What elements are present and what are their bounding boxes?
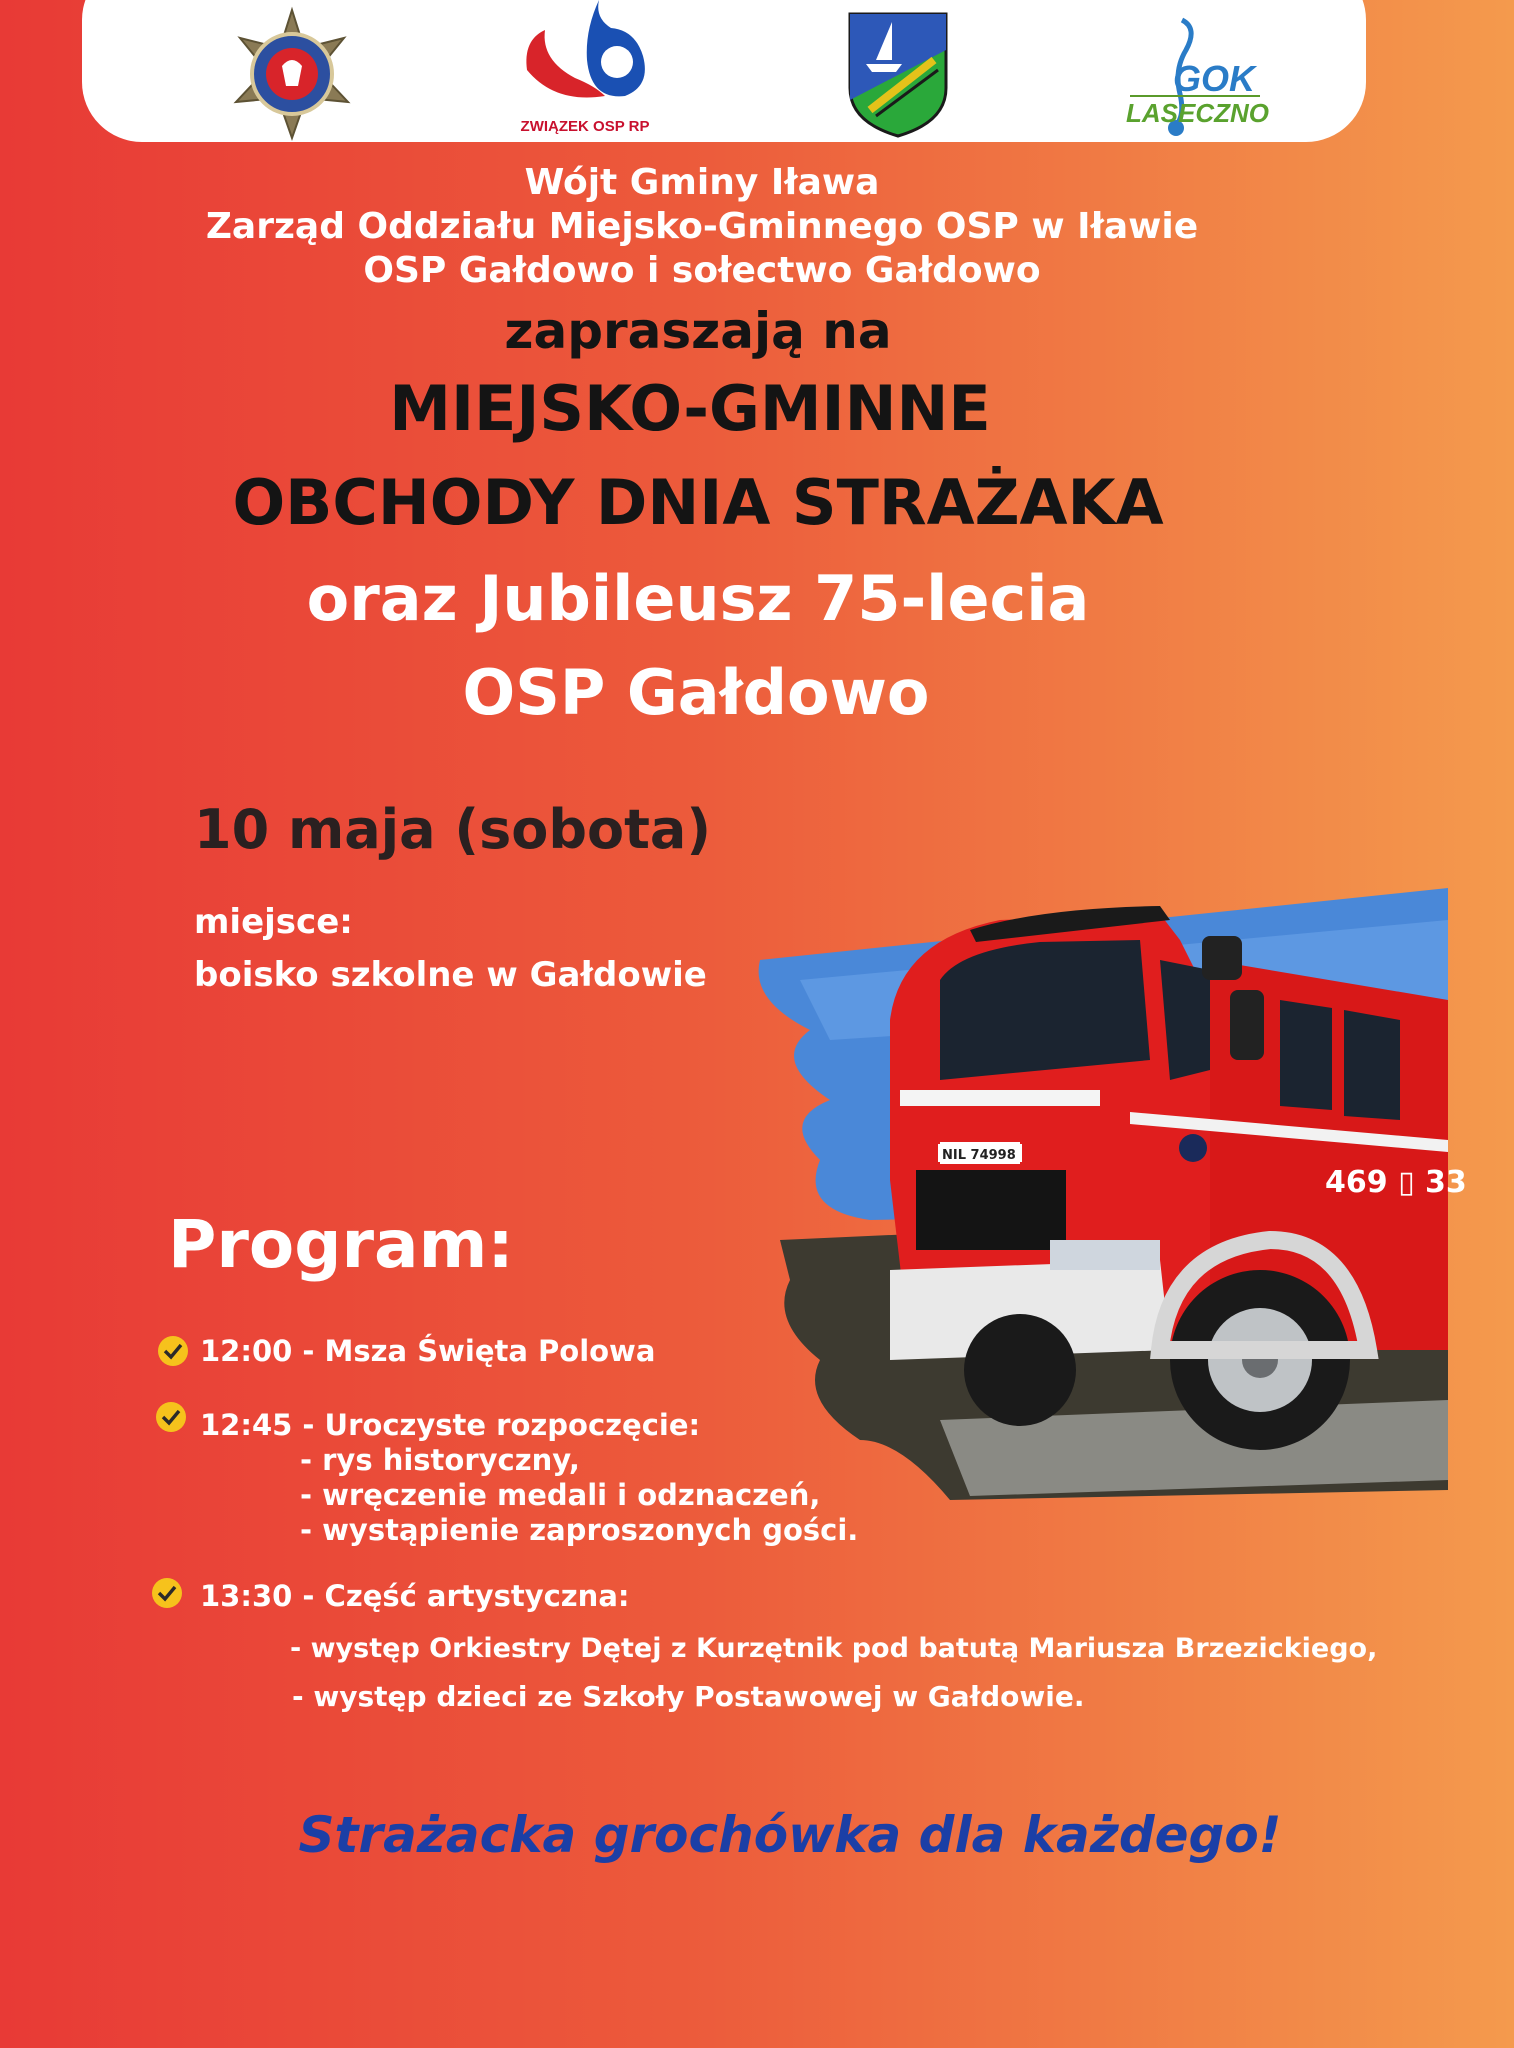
program-item-1 [200, 1333, 655, 1370]
program-item-3-time: 13:30 [200, 1579, 293, 1613]
check-icon [152, 1578, 182, 1608]
place-label: miejsce: [194, 902, 353, 942]
program-item-2 [200, 1407, 700, 1444]
program-item-3 [200, 1578, 629, 1615]
organizer-line-2: Zarząd Oddziału Miejsko-Gminnego OSP w Iławie [205, 206, 1199, 247]
place-value: boisko szkolne w Gałdowie [194, 955, 707, 995]
program-item-2-detail-1: - rys historyczny, [300, 1443, 580, 1477]
jubilee-line-1: oraz Jubileusz 75-lecia [306, 562, 1090, 635]
truck-plate: NIL 74998 [942, 1148, 1016, 1163]
footer-slogan: Strażacka grochówka dla każdego! [298, 1806, 1282, 1864]
gok-laseczno-logo [1120, 10, 1270, 138]
program-item-3-detail-1: - występ Orkiestry Dętej z Kurzętnik pod batutą Mariusza Brzezickiego, [290, 1633, 1378, 1664]
program-title: Program: [168, 1206, 514, 1283]
program-item-3-text: - Część artystyczna: [302, 1579, 630, 1613]
organizer-line-3: OSP Gałdowo i sołectwo Gałdowo [363, 250, 1041, 291]
zwiazek-osp-rp-logo [515, 0, 655, 140]
program-item-3-detail-2: - występ dzieci ze Szkoły Postawowej w Gałdowie. [292, 1680, 1085, 1713]
event-title-line-2: OBCHODY DNIA STRAŻAKA [232, 466, 1164, 539]
program-item-1-text: - Msza Święta Polowa [292, 1334, 656, 1368]
check-icon [158, 1336, 188, 1366]
check-icon [156, 1402, 186, 1432]
jubilee-line-2: OSP Gałdowo [462, 656, 930, 729]
program-item-2-time: 12:45 [200, 1408, 293, 1442]
gmina-crest-logo [846, 10, 950, 138]
organizer-line-1: Wójt Gminy Iława [524, 162, 880, 203]
event-title-line-1: MIEJSKO-GMINNE [389, 372, 991, 445]
invite-text: zapraszają na [504, 302, 892, 360]
zwiazek-osp-rp-text: ZWIĄZEK OSP RP [520, 118, 650, 135]
fire-truck-photo [740, 880, 1467, 1500]
event-date: 10 maja (sobota) [194, 798, 712, 861]
program-item-2-text: - Uroczyste rozpoczęcie: [292, 1408, 701, 1442]
truck-number: 469 ▯ 33 [1325, 1165, 1467, 1200]
program-item-2-detail-2: - wręczenie medali i odznaczeń, [300, 1478, 821, 1512]
program-item-2-detail-3: - wystąpienie zaproszonych gości. [300, 1513, 859, 1547]
laseczno-text: LASECZNO [1126, 98, 1269, 128]
gok-text: GOK [1172, 58, 1255, 99]
program-item-1-time: 12:00 [200, 1334, 293, 1368]
osp-emblem-logo [226, 8, 358, 140]
